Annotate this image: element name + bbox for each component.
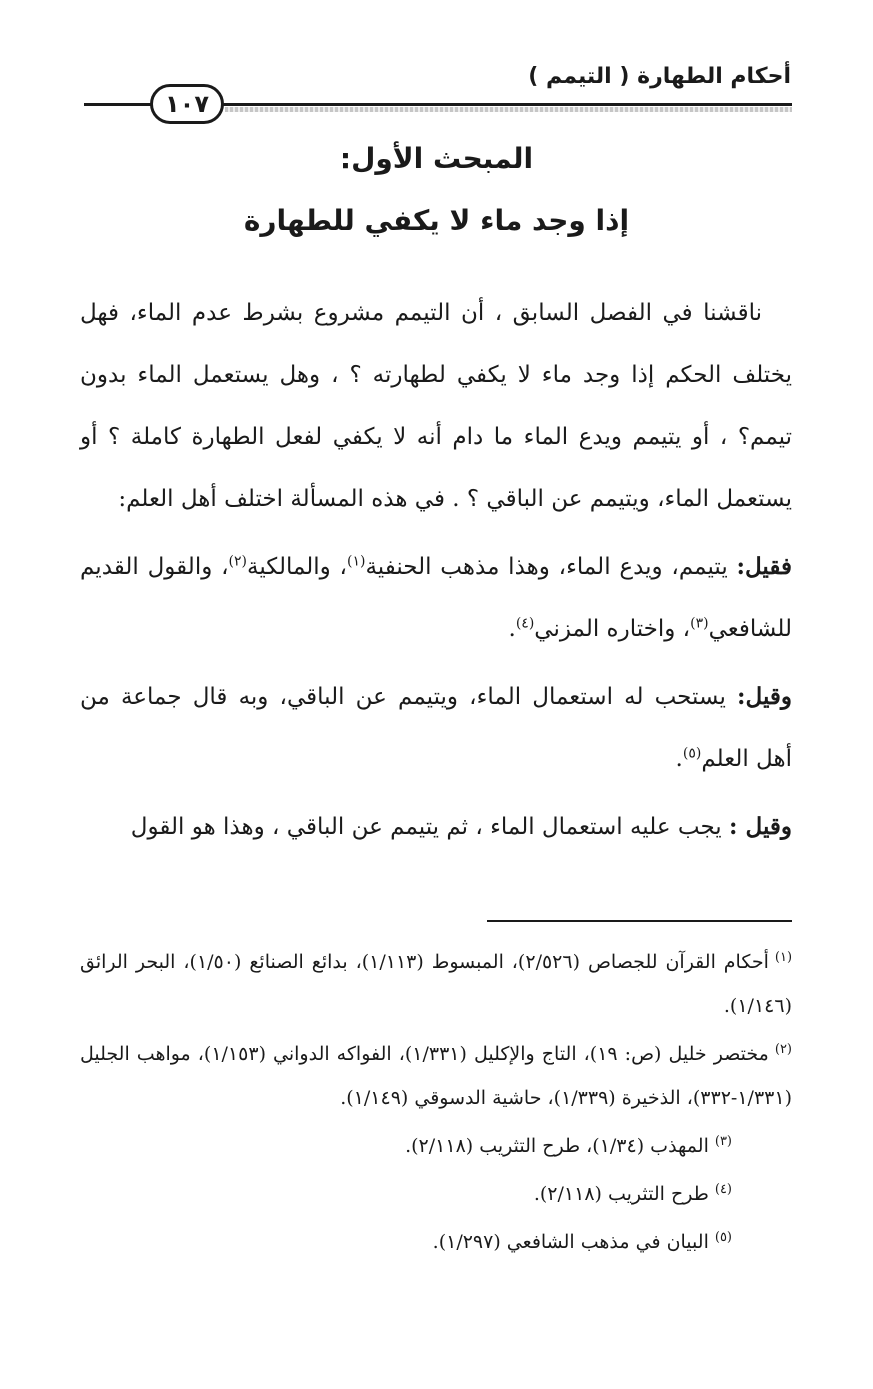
- footnote-ref-2[interactable]: (٢): [228, 553, 247, 570]
- paragraph-3-text-a: يستحب له استعمال الماء، ويتيمم عن الباقي، وبه قال جماعة من أهل العلم: [80, 684, 792, 772]
- footnote-1: [80, 940, 792, 1028]
- footnote-separator: [487, 920, 792, 922]
- footnote-4-number: (٤): [714, 1181, 732, 1197]
- footnote-2-number: (٢): [774, 1041, 792, 1057]
- footnote-2: [80, 1032, 792, 1120]
- section-heading: المبحث الأول:: [339, 142, 534, 175]
- paragraph-2-text-d: ، واختاره المزني: [534, 616, 691, 642]
- section-title: إذا وجد ماء لا يكفي للطهارة: [243, 204, 630, 237]
- paragraph-2-text-a: يتيمم، ويدع الماء، وهذا مذهب الحنفية: [365, 554, 737, 580]
- page-number-frame: [150, 84, 224, 124]
- footnote-4-text: طرح التثريب (٢/١١٨).: [533, 1183, 709, 1205]
- paragraph-4-text-a: يجب عليه استعمال الماء ، ثم يتيمم عن الباقي ، وهذا هو القول: [130, 814, 730, 840]
- paragraph-3-text-b: .: [675, 746, 683, 772]
- footnote-5-number: (٥): [714, 1229, 732, 1245]
- footnotes: [80, 940, 792, 1268]
- footnote-1-text: أحكام القرآن للجصاص (٢/٥٢٦)، المبسوط (١/١١٣)، بدائع الصنائع (١/٥٠)، البحر الرائق (١/١٤٦).: [80, 951, 792, 1017]
- body-text: [80, 282, 792, 858]
- page-number: ١٠٧: [165, 90, 209, 118]
- paragraph-4-lead: وقيل :: [729, 813, 792, 840]
- paragraph-2-text-e: .: [508, 616, 516, 642]
- paragraph-4: [80, 796, 792, 858]
- footnote-ref-3[interactable]: (٣): [690, 615, 709, 632]
- paragraph-2-lead: فقيل:: [736, 553, 792, 580]
- footnote-4: [80, 1172, 792, 1216]
- footnote-1-number: (١): [774, 949, 793, 965]
- footnote-3-number: (٣): [714, 1133, 732, 1149]
- footnote-2-text: مختصر خليل (ص: ١٩)، التاج والإكليل (١/٣٣١)، الفواكه الدواني (١/١٥٣)، مواهب الجليل (١/٣٣١-٣٣٢)، الذخيرة (١/٣٣٩)، حاشية الدسوقي (١/١٤٩).: [80, 1043, 792, 1109]
- footnote-ref-1[interactable]: (١): [346, 553, 366, 570]
- running-title: أحكام الطهارة ( التيمم ): [528, 64, 791, 89]
- footnote-3-text: المهذب (١/٣٤)، طرح التثريب (٢/١١٨).: [405, 1135, 709, 1157]
- paragraph-3-lead: وقيل:: [737, 683, 792, 710]
- footnote-5: [80, 1220, 792, 1264]
- footnote-5-text: البيان في مذهب الشافعي (١/٢٩٧).: [432, 1231, 709, 1253]
- footnote-3: [80, 1124, 792, 1168]
- footnote-ref-5[interactable]: (٥): [682, 745, 702, 762]
- paragraph-3: [80, 666, 792, 790]
- header-rule-shadow: [225, 107, 792, 112]
- paragraph-2-text-b: ، والمالكية: [246, 554, 347, 580]
- paragraph-1: ناقشنا في الفصل السابق ، أن التيمم مشروع بشرط عدم الماء، فهل يختلف الحكم إذا وجد ماء لا يكفي لطهارته ؟ ، وهل يستعمل الماء بدون تيمم؟ ، أو يتيمم ويدع الماء ما دام أنه لا يكفي لفعل الطهارة كاملة ؟ أو يستعمل الماء، ويتيمم عن الباقي ؟ . في هذه المسألة اختلف أهل العلم:: [80, 300, 792, 512]
- paragraph-2: [80, 536, 792, 660]
- paragraph-2-text-c: ، والقول القديم للشافعي: [80, 554, 792, 642]
- footnote-ref-4[interactable]: (٤): [515, 615, 535, 632]
